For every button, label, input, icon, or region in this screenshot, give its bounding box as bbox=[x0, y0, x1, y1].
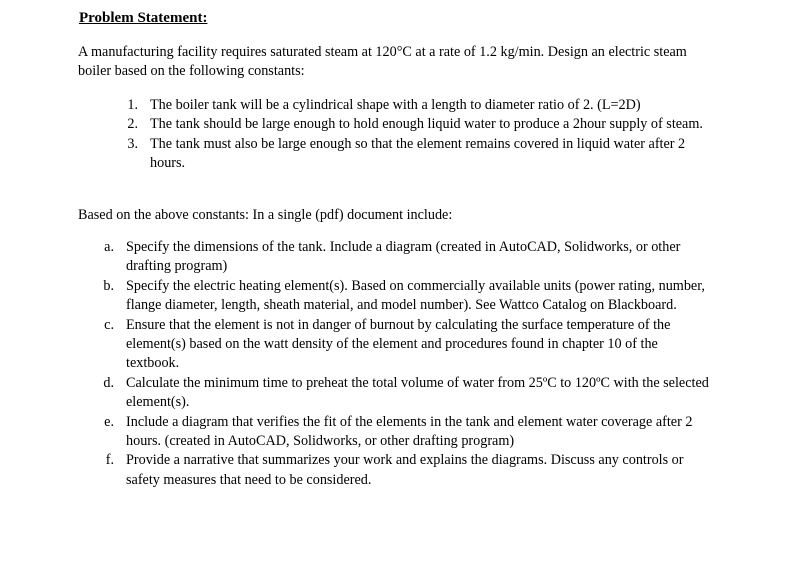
requirement-item-e bbox=[0, 413, 789, 452]
list-number: 1. bbox=[127, 97, 138, 113]
requirement-item-f bbox=[0, 451, 789, 490]
constant-text: The tank should be large enough to hold enough liquid water to produce a 2hour supply of steam. bbox=[150, 116, 703, 133]
list-letter: a. bbox=[104, 239, 114, 255]
requirements-list bbox=[0, 238, 789, 490]
requirement-item-b bbox=[0, 277, 789, 316]
constant-item-3 bbox=[0, 135, 789, 174]
problem-statement-heading: Problem Statement: bbox=[79, 10, 208, 26]
requirement-item-c bbox=[0, 316, 789, 374]
constant-text: The tank must also be large enough so that the element remains covered in liquid water after 2 hours. bbox=[150, 135, 686, 172]
list-letter: b. bbox=[103, 277, 114, 294]
requirement-text: Calculate the minimum time to preheat the total volume of water from 25ºC to 120ºC with the selected element(s). bbox=[126, 374, 709, 411]
constant-item-1 bbox=[0, 96, 789, 115]
requirement-text: Specify the electric heating element(s). Based on commercially available units (power rating, number, flange diameter, length, sheath material, and model number). See Wattco Catalog on Blackboard. bbox=[126, 277, 705, 314]
requirement-text: Specify the dimensions of the tank. Include a diagram (created in AutoCAD, Solidworks, or other drafting program) bbox=[126, 239, 681, 275]
list-number: 3. bbox=[127, 135, 138, 152]
list-letter: e. bbox=[104, 413, 114, 430]
intro-paragraph: A manufacturing facility requires saturated steam at 120°C at a rate of 1.2 kg/min. Design an electric steam boiler based on the following constants: bbox=[78, 44, 687, 80]
requirement-item-d bbox=[0, 374, 789, 413]
requirement-text: Ensure that the element is not in danger of burnout by calculating the surface temperature of the element(s) based on the watt density of the element and procedures found in chapter 10 of the textbook. bbox=[126, 316, 671, 372]
requirement-text: Provide a narrative that summarizes your work and explains the diagrams. Discuss any controls or safety measures that need to be considered. bbox=[126, 452, 684, 488]
list-number: 2. bbox=[127, 116, 138, 133]
constants-list bbox=[0, 96, 789, 174]
include-intro: Based on the above constants: In a single (pdf) document include: bbox=[78, 207, 453, 223]
requirement-text: Include a diagram that verifies the fit of the elements in the tank and element water coverage after 2 hours. (created in AutoCAD, Solidworks, or other drafting program) bbox=[126, 413, 693, 450]
constant-item-2 bbox=[0, 115, 789, 134]
list-letter: c. bbox=[104, 316, 114, 333]
requirement-item-a bbox=[0, 238, 789, 277]
list-letter: d. bbox=[103, 374, 114, 391]
list-letter: f. bbox=[105, 452, 114, 469]
constant-text: The boiler tank will be a cylindrical shape with a length to diameter ratio of 2. (L=2D) bbox=[150, 97, 641, 113]
